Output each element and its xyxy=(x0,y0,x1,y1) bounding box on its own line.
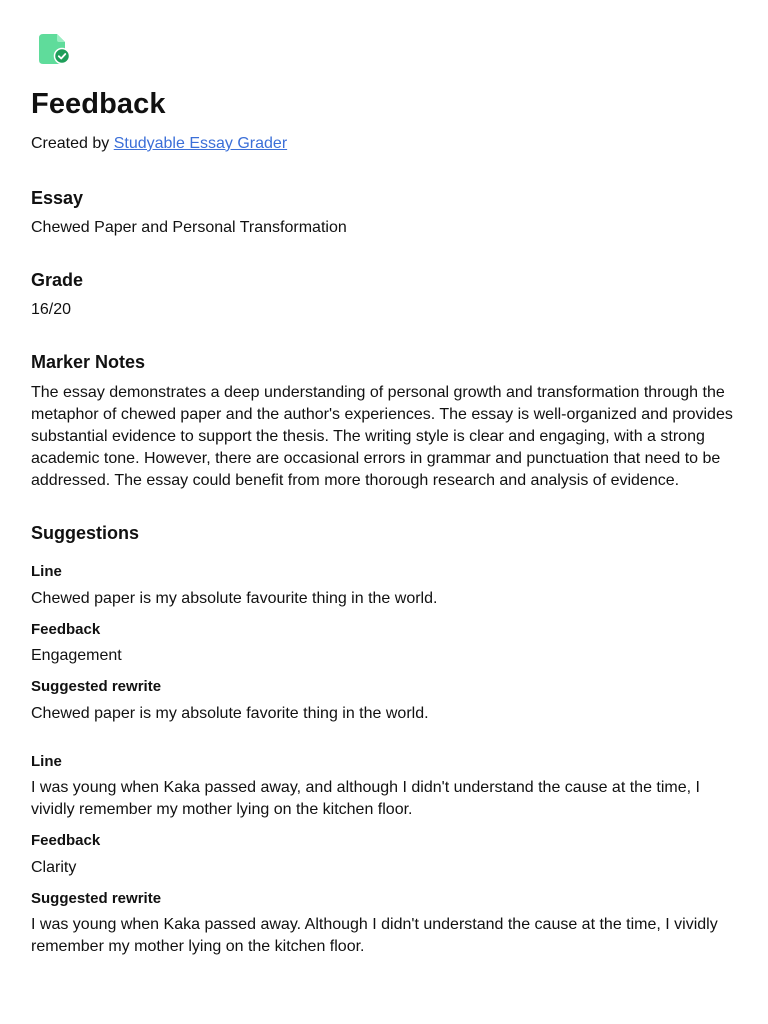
essay-section xyxy=(31,187,737,239)
suggestion-item xyxy=(31,752,737,959)
marker-notes-text: The essay demonstrates a deep understanding of personal growth and transformation through the metaphor of chewed paper and the author's experiences. The essay is well-organized and provides substantial evidence to support the thesis. The writing style is clear and engaging, with a strong academic tone. However, there are occasional errors in grammar and punctuation that need to be addressed. The essay could benefit from more thorough research and analysis of evidence. xyxy=(31,383,733,489)
feedback-label: Feedback xyxy=(31,620,101,638)
suggestion-line xyxy=(31,752,737,822)
rewrite-text: Chewed paper is my absolute favorite thing in the world. xyxy=(31,704,429,722)
created-by xyxy=(31,134,737,155)
suggestion-item xyxy=(31,562,737,725)
line-label: Line xyxy=(31,563,62,581)
rewrite-label: Suggested rewrite xyxy=(31,889,162,907)
created-by-prefix: Created by xyxy=(31,134,110,152)
suggestion-rewrite xyxy=(31,677,737,725)
feedback-text: Clarity xyxy=(31,858,77,876)
feedback-text: Engagement xyxy=(31,647,122,665)
line-text: Chewed paper is my absolute favourite thing in the world. xyxy=(31,589,438,607)
marker-notes-heading: Marker Notes xyxy=(31,352,146,373)
grade-heading: Grade xyxy=(31,269,84,290)
suggestions-heading: Suggestions xyxy=(31,522,140,543)
suggestion-feedback xyxy=(31,831,737,879)
essay-title: Chewed Paper and Personal Transformation xyxy=(31,218,347,236)
marker-notes-section xyxy=(31,351,737,491)
rewrite-text: I was young when Kaka passed away. Although I didn't understand the cause at the time, I vividly remember my mother lying on the kitchen floor. xyxy=(31,916,718,956)
document-check-icon xyxy=(33,30,73,70)
page-title: Feedback xyxy=(31,88,166,120)
grade-section xyxy=(31,269,737,321)
rewrite-label: Suggested rewrite xyxy=(31,678,162,696)
suggestion-feedback xyxy=(31,620,737,668)
feedback-label: Feedback xyxy=(31,832,101,850)
line-text: I was young when Kaka passed away, and although I didn't understand the cause at the time, I vividly remember my mother lying on the kitchen floor. xyxy=(31,779,700,819)
suggestion-rewrite xyxy=(31,889,737,959)
suggestion-line xyxy=(31,562,737,610)
essay-heading: Essay xyxy=(31,187,84,208)
studyable-link[interactable]: Studyable Essay Grader xyxy=(113,134,288,152)
line-label: Line xyxy=(31,752,62,770)
grade-value: 16/20 xyxy=(31,301,72,319)
